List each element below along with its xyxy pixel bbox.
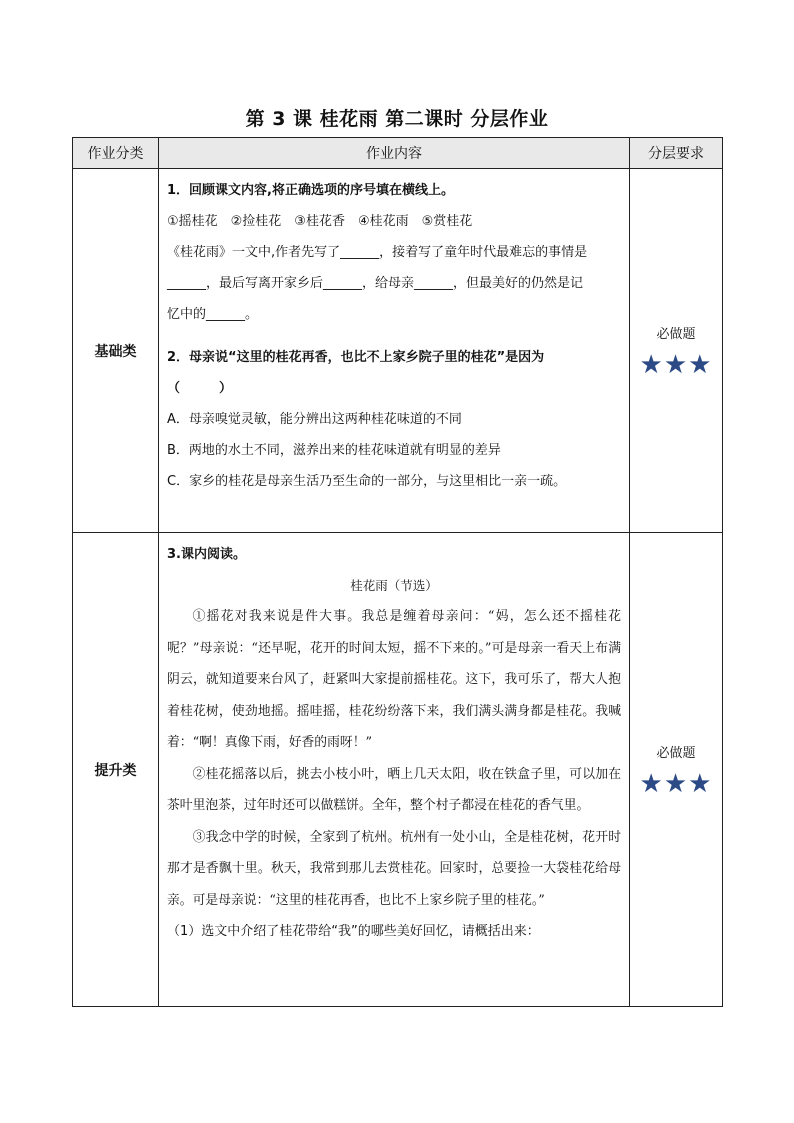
page-title: 第 3 课 桂花雨 第二课时 分层作业 <box>245 108 549 130</box>
requirement-advanced <box>630 533 723 1007</box>
content-basic <box>159 169 630 533</box>
requirement-label: 必做题 <box>656 746 696 761</box>
question-2-option-c: C．家乡的桂花是母亲生活乃至生命的一部分，与这里相比一亲一疏。 <box>167 474 567 489</box>
question-2-option-b: B．两地的水土不同，滋养出来的桂花味道就有明显的差异 <box>167 443 501 458</box>
question-2-answer-paren: （ ） <box>167 381 233 396</box>
header-content: 作业内容 <box>159 138 630 169</box>
sub-question-1: （1）选文中介绍了桂花带给“我”的哪些美好回忆，请概括出来： <box>167 924 540 939</box>
star-rating-icon: ★★★ <box>639 350 713 380</box>
category-basic: 基础类 <box>73 169 159 533</box>
table-row-basic <box>73 169 723 533</box>
question-1-line-1: 《桂花雨》一文中,作者先写了______，接着写了童年时代最难忘的事情是 <box>167 245 588 260</box>
table-header-row <box>73 138 723 169</box>
header-category: 作业分类 <box>73 138 159 169</box>
passage-title: 桂花雨（节选） <box>350 578 438 593</box>
homework-table <box>72 137 723 1007</box>
question-2-option-a: A．母亲嗅觉灵敏，能分辨出这两种桂花味道的不同 <box>167 412 462 427</box>
question-3-stem: 3.课内阅读。 <box>167 547 246 562</box>
table-row-advanced <box>73 533 723 1007</box>
question-2-stem: 2．母亲说“这里的桂花再香，也比不上家乡院子里的桂花”是因为 <box>167 350 545 365</box>
question-1-line-3: 忆中的______。 <box>167 307 259 322</box>
passage-paragraph-3: ③我念中学的时候，全家到了杭州。杭州有一处小山，全是桂花树，花开时那才是香飘十里。秋天，我常到那儿去赏桂花。回家时，总要捡一大袋桂花给母亲。可是母亲说：“这里的桂花再香，也比不上家乡院子里的桂花。” <box>167 829 621 908</box>
question-1-options: ①摇桂花 ②捡桂花 ③桂花香 ④桂花雨 ⑤赏桂花 <box>167 214 473 229</box>
category-advanced: 提升类 <box>73 533 159 1007</box>
content-advanced <box>159 533 630 1007</box>
passage-paragraph-1: ①摇花对我来说是件大事。我总是缠着母亲问：“妈，怎么还不摇桂花呢？”母亲说：“还早呢，花开的时间太短，摇不下来的。”可是母亲一看天上布满阴云，就知道要来台风了，赶紧叫大家提前摇桂花。这下，我可乐了，帮大人抱着桂花树，使劲地摇。摇哇摇，桂花纷纷落下来，我们满头满身都是桂花。我喊着：“啊！真像下雨，好香的雨呀！” <box>167 609 621 750</box>
star-rating-icon: ★★★ <box>639 769 713 799</box>
requirement-basic <box>630 169 723 533</box>
question-1-line-2: ______，最后写离开家乡后______，给母亲______，但最美好的仍然是记 <box>167 276 584 291</box>
question-1-stem: 1．回顾课文内容,将正确选项的序号填在横线上。 <box>167 183 454 198</box>
passage-paragraph-2: ②桂花摇落以后，挑去小枝小叶，晒上几天太阳，收在铁盒子里，可以加在茶叶里泡茶，过年时还可以做糕饼。全年，整个村子都浸在桂花的香气里。 <box>167 766 621 813</box>
requirement-label: 必做题 <box>656 327 696 342</box>
header-requirement: 分层要求 <box>630 138 723 169</box>
